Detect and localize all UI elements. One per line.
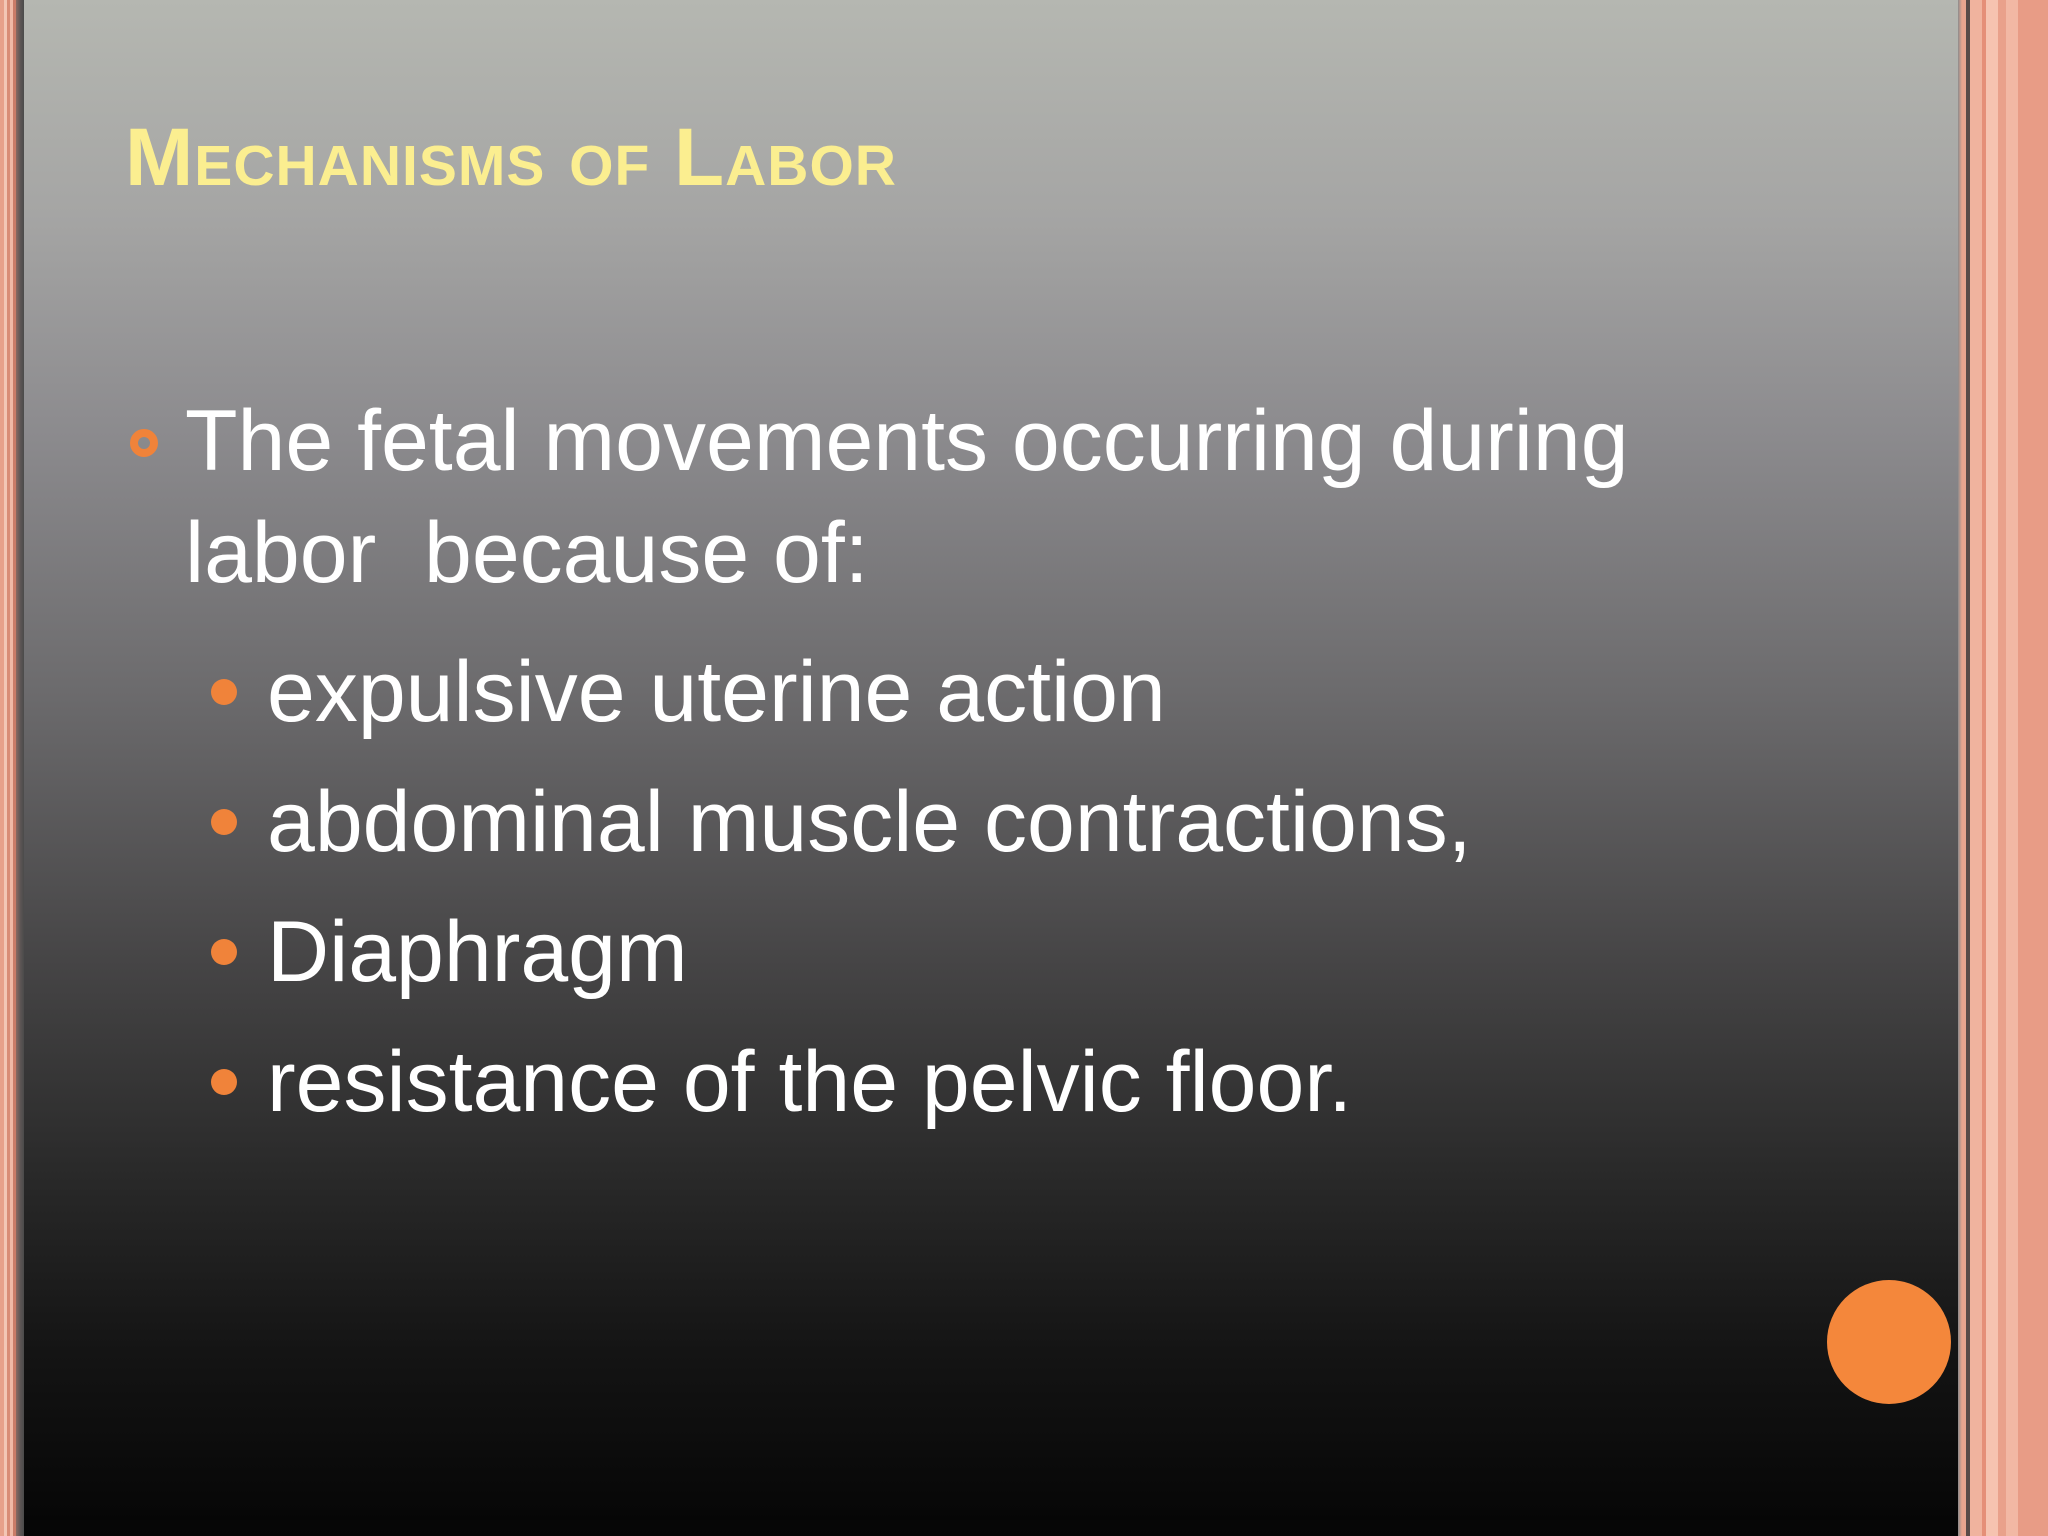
sub-bullet-text: expulsive uterine action <box>267 644 1166 740</box>
sub-bullet-item <box>125 757 1925 887</box>
dot-bullet-icon <box>211 939 237 965</box>
main-bullet-line-2: labor because of: <box>185 505 869 601</box>
sub-bullet-item <box>125 1017 1925 1147</box>
sub-bullet-text: resistance of the pelvic floor. <box>267 1034 1353 1130</box>
sub-bullet-text: Diaphragm <box>267 904 688 1000</box>
slide-body <box>125 385 1925 1147</box>
sub-bullet-item <box>125 627 1925 757</box>
main-bullet-line-1: The fetal movements occurring during <box>185 393 1629 489</box>
dot-bullet-icon <box>211 1069 237 1095</box>
slide-title: Mechanisms of Labor <box>125 112 897 203</box>
sub-bullet-text: abdominal muscle contractions, <box>267 774 1472 870</box>
dot-bullet-icon <box>211 679 237 705</box>
main-bullet <box>125 385 1925 609</box>
sub-bullet-list <box>125 627 1925 1147</box>
right-border-decoration <box>1958 0 2048 1536</box>
left-border-decoration <box>0 0 24 1536</box>
dot-bullet-icon <box>211 809 237 835</box>
sub-bullet-item <box>125 887 1925 1017</box>
ring-bullet-icon <box>130 429 158 457</box>
decorative-circle <box>1827 1280 1951 1404</box>
